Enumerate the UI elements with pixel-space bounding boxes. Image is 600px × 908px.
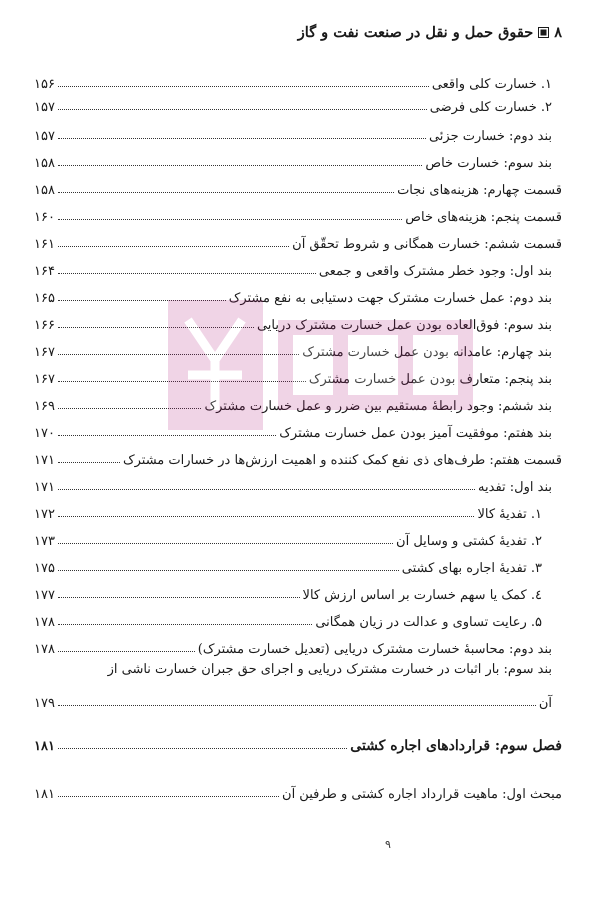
toc-entry-title: بند ششم: وجود رابطهٔ مستقیم بین ضرر و عمل خسارت مشترک <box>204 399 552 414</box>
leader-dots <box>58 381 306 382</box>
leader-dots <box>58 516 474 517</box>
toc-entry-page: ۱۶۵ <box>34 291 55 306</box>
leader-dots <box>58 597 300 598</box>
toc-entry-page: ۱۶۰ <box>34 210 55 225</box>
leader-dots <box>58 165 422 166</box>
toc-entry-title: ٤. کمک یا سهم خسارت بر اساس ارزش کالا <box>302 588 542 603</box>
toc-entry[interactable] <box>34 176 562 198</box>
toc-entry[interactable] <box>34 203 562 225</box>
leader-dots <box>58 651 195 652</box>
toc-entry-title: ۱. تفدیهٔ کالا <box>477 507 542 522</box>
leader-dots <box>58 327 254 328</box>
toc-entry-title: بند دوم: عمل خسارت مشترک جهت دستیابی به نفع مشترک <box>228 291 552 306</box>
toc-entry-title: بند سوم: خسارت خاص <box>425 156 552 171</box>
toc-entry-page: ۱۷۱ <box>34 480 55 495</box>
square-bullet-icon <box>538 27 549 38</box>
header-title: حقوق حمل و نقل در صنعت نفت و گاز <box>297 24 534 41</box>
toc-entry-title: ۳. تفدیهٔ اجاره بهای کشتی <box>401 561 542 576</box>
leader-dots <box>58 796 279 797</box>
toc-entry[interactable] <box>34 338 562 360</box>
toc-entry-title: آن <box>538 696 552 711</box>
leader-dots <box>58 86 429 87</box>
toc-entry-page: ۱۶۱ <box>34 237 55 252</box>
toc-entry[interactable] <box>34 689 562 711</box>
leader-dots <box>58 489 475 490</box>
toc-entry[interactable] <box>34 311 562 333</box>
leader-dots <box>58 624 312 625</box>
footer-mark: ۹ <box>385 838 391 851</box>
toc-entry[interactable] <box>34 554 562 576</box>
leader-dots <box>58 192 394 193</box>
toc-entry-page: ۱۷۹ <box>34 696 55 711</box>
toc-entry-title: قسمت چهارم: هزینه‌های نجات <box>397 183 562 198</box>
header-page-number: ۸ <box>554 24 562 41</box>
toc-entry-title: ۱. خسارت کلی واقعی <box>431 77 552 92</box>
toc-entry[interactable] <box>34 581 562 603</box>
toc-entry-title: بند سوم: بار اثبات در خسارت مشترک دریایی و اجرای حق جبران خسارت ناشی از <box>107 662 552 677</box>
toc-entry[interactable] <box>34 284 562 306</box>
toc-entry-title: قسمت ششم: خسارت همگانی و شروط تحقّق آن <box>292 237 562 252</box>
toc-entry-title: ۵. رعایت تساوی و عدالت در زیان همگانی <box>315 615 542 630</box>
toc-entry-title: ۲. تفدیهٔ کشتی و وسایل آن <box>396 534 542 549</box>
toc-entry-page: ۱۷۳ <box>34 534 55 549</box>
toc-entry-page: ۱۷۵ <box>34 561 55 576</box>
toc-entry[interactable] <box>34 230 562 252</box>
leader-dots <box>58 748 347 749</box>
toc-entry[interactable] <box>34 419 562 441</box>
toc-entry-page: ۱۵۸ <box>34 183 55 198</box>
toc-entry-page: ۱۵۶ <box>34 77 55 92</box>
toc-entry-title: قسمت هفتم: طرف‌های ذی نفع کمک کننده و اهمیت ارزش‌ها در خسارات مشترک <box>122 453 562 468</box>
toc-entry-page: ۱۷۲ <box>34 507 55 522</box>
toc-entry[interactable] <box>34 608 562 630</box>
toc-entry-page: ۱۷۰ <box>34 426 55 441</box>
toc-entry-title: بند هفتم: موفقیت آمیز بودن عمل خسارت مشترک <box>279 426 552 441</box>
toc-entry-title: بند اول: تفدیه <box>478 480 552 495</box>
toc-entry[interactable] <box>34 780 562 802</box>
toc-entry[interactable] <box>34 392 562 414</box>
toc-entry-title: قسمت پنجم: هزینه‌های خاص <box>405 210 562 225</box>
toc-entry[interactable] <box>34 149 562 171</box>
toc-entry-page: ۱۷۸ <box>34 642 55 657</box>
toc-entry-page: ۱۶۹ <box>34 399 55 414</box>
toc-entry-page: ۱۸۱ <box>34 787 55 802</box>
toc-entry[interactable] <box>34 446 562 468</box>
toc-entry-page: ۱۶۷ <box>34 345 55 360</box>
toc-entry-page: ۱۷۸ <box>34 615 55 630</box>
toc-entry-title: مبحث اول: ماهیت قرارداد اجاره کشتی و طرفین آن <box>282 787 562 802</box>
toc-entry-page: ۱۶۶ <box>34 318 55 333</box>
toc-entry-page: ۱۷۷ <box>34 588 55 603</box>
toc-entry[interactable] <box>34 635 562 657</box>
leader-dots <box>58 300 226 301</box>
toc-entry[interactable] <box>34 70 562 92</box>
toc-entry-title: بند پنجم: متعارف بودن عمل خسارت مشترک <box>308 372 552 387</box>
toc-entry-page: ۱۷۱ <box>34 453 55 468</box>
toc-entry-page: ۱۶۴ <box>34 264 55 279</box>
toc-entry-title: بند اول: وجود خطر مشترک واقعی و جمعی <box>318 264 552 279</box>
leader-dots <box>58 462 120 463</box>
toc-entry-page: ۱۵۷ <box>34 129 55 144</box>
toc-entry-title: بند دوم: خسارت جزئی <box>428 129 552 144</box>
toc-entry[interactable] <box>34 122 562 144</box>
toc-entry-title: فصل سوم: قراردادهای اجاره کشتی <box>350 738 562 754</box>
toc-entry-page: ۱۸۱ <box>34 739 55 754</box>
toc-entry-page: ۱۵۷ <box>34 100 55 115</box>
toc-entry[interactable] <box>34 473 562 495</box>
leader-dots <box>58 273 316 274</box>
toc-entry-title: بند سوم: فوق‌العاده بودن عمل خسارت مشترک دریایی <box>256 318 552 333</box>
leader-dots <box>58 109 427 110</box>
leader-dots <box>58 354 299 355</box>
toc-entry[interactable] <box>34 93 562 115</box>
leader-dots <box>58 219 402 220</box>
toc-entry-title: بند دوم: محاسبهٔ خسارت مشترک دریایی (تعدیل خسارت مشترک) <box>197 642 552 657</box>
toc-entry[interactable] <box>34 500 562 522</box>
toc-entry-page: ۱۵۸ <box>34 156 55 171</box>
toc-entry[interactable] <box>34 257 562 279</box>
leader-dots <box>58 543 393 544</box>
toc-entry-title: بند چهارم: عامدانه بودن عمل خسارت مشترک <box>302 345 552 360</box>
leader-dots <box>58 435 276 436</box>
toc-entry[interactable] <box>34 527 562 549</box>
leader-dots <box>58 705 536 706</box>
leader-dots <box>58 138 426 139</box>
leader-dots <box>58 408 202 409</box>
toc-chapter-entry[interactable] <box>34 732 562 754</box>
toc-entry[interactable] <box>34 365 562 387</box>
toc-entry-title: ۲. خسارت کلی فرضی <box>429 100 552 115</box>
toc-entry-first-line[interactable] <box>34 662 562 684</box>
toc-entry-page: ۱۶۷ <box>34 372 55 387</box>
leader-dots <box>58 246 289 247</box>
running-header <box>298 24 562 41</box>
leader-dots <box>58 570 399 571</box>
